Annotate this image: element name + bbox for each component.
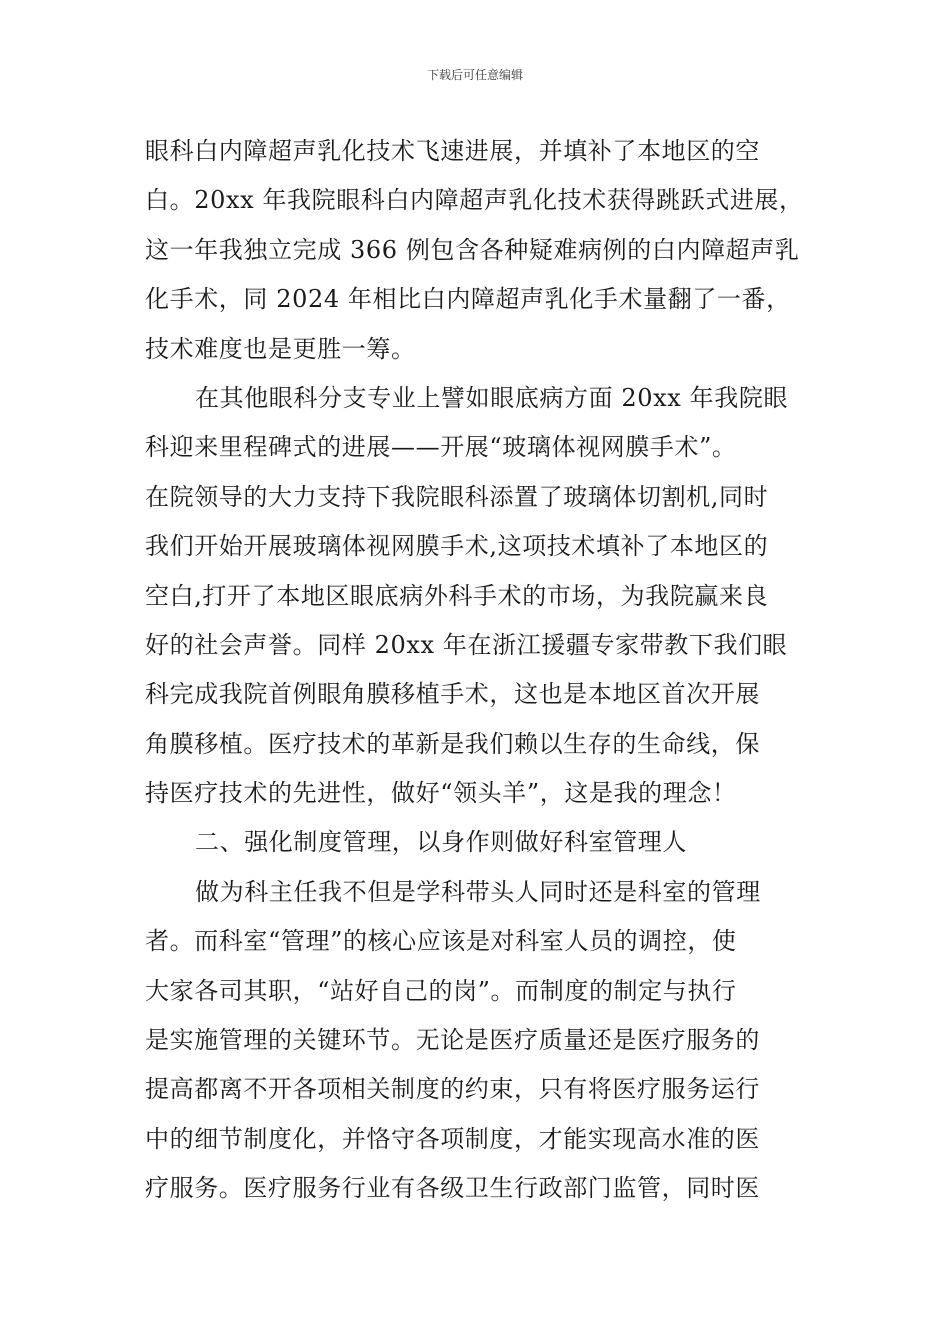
text-line: 疗服务。医疗服务行业有各级卫生行政部门监管，同时医 <box>145 1174 760 1203</box>
text-line: 这一年我独立完成 366 例包含各种疑难病例的白内障超声乳 <box>145 235 800 264</box>
text-line: 者。而科室“管理”的核心应该是对科室人员的调控，使 <box>145 927 737 956</box>
text-line: 角膜移植。医疗技术的革新是我们赖以生存的生命线，保 <box>145 729 760 758</box>
document-body <box>145 127 810 1214</box>
text-line: 在其他眼科分支专业上譬如眼底病方面 20xx 年我院眼 <box>195 383 789 412</box>
text-line: 中的细节制度化，并恪守各项制度，才能实现高水准的医 <box>145 1124 760 1153</box>
text-line: 做为科主任我不但是学科带头人同时还是科室的管理 <box>195 877 761 906</box>
page-header: 下载后可任意编辑 <box>426 68 523 82</box>
text-line: 好的社会声誉。同样 20xx 年在浙江援疆专家带教下我们眼 <box>145 630 788 659</box>
text-line: 科迎来里程碑式的进展——开展“玻璃体视网膜手术”。 <box>145 433 737 462</box>
text-line: 是实施管理的关键环节。无论是医疗质量还是医疗服务的 <box>145 1026 760 1055</box>
text-line: 科完成我院首例眼角膜移植手术，这也是本地区首次开展 <box>145 680 760 709</box>
text-line: 空白,打开了本地区眼底病外科手术的市场，为我院赢来良 <box>145 581 769 610</box>
text-line: 我们开始开展玻璃体视网膜手术,这项技术填补了本地区的 <box>145 532 769 561</box>
section-heading: 二、强化制度管理，以身作则做好科室管理人 <box>195 828 687 857</box>
text-line: 白。20xx 年我院眼科白内障超声乳化技术获得跳跃式进展， <box>145 186 804 215</box>
text-line: 技术难度也是更胜一筹。 <box>145 334 416 363</box>
text-line: 在院领导的大力支持下我院眼科添置了玻璃体切割机,同时 <box>145 482 769 511</box>
text-line: 眼科白内障超声乳化技术飞速进展，并填补了本地区的空 <box>145 137 760 165</box>
text-line: 持医疗技术的先进性，做好“领头羊”，这是我的理念！ <box>145 779 737 808</box>
text-line: 化手术，同 2024 年相比白内障超声乳化手术量翻了一番， <box>145 285 791 314</box>
text-line: 提高都离不开各项相关制度的约束，只有将医疗服务运行 <box>145 1075 760 1104</box>
text-line: 大家各司其职，“站好自己的岗”。而制度的制定与执行 <box>145 976 737 1005</box>
